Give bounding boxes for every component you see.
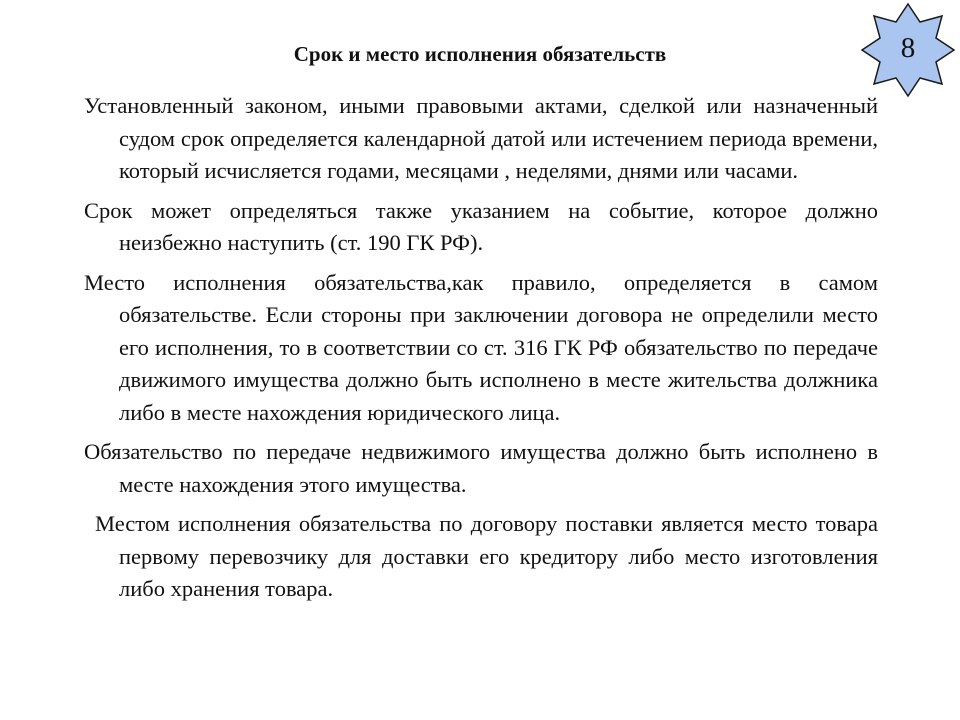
- page-number-badge: [860, 2, 956, 98]
- paragraph-deadline-definition: Установленный законом, иными правовыми актами, сделкой или назначенный судом срок определяется календарной датой или истечением периода времени, который исчисляется годами, месяцами , неделями, днями или часами.: [84, 93, 878, 183]
- slide-title: Срок и место исполнения обязательств: [293, 42, 667, 66]
- paragraph-place-immovable: Обязательство по передаче недвижимого имущества должно быть исполнено в месте нахождения этого имущества.: [84, 439, 878, 497]
- page-number: 8: [900, 32, 916, 64]
- paragraph-place-supply: Местом исполнения обязательства по договору поставки является место товара первому перевозчику для доставки его кредитору либо место изготовления либо хранения товара.: [95, 511, 878, 601]
- slide-body: [84, 90, 878, 613]
- paragraph-place-movable: Место исполнения обязательства,как правило, определяется в самом обязательстве. Если стороны при заключении договора не определили место его исполнения, то в соответствии со ст. 316 ГК РФ обязательство по передаче движимого имущества должно быть исполнено в месте жительства должника либо в месте нахождения юридического лица.: [84, 269, 878, 425]
- paragraph-deadline-event: Срок может определяться также указанием на событие, которое должно неизбежно наступить (ст. 190 ГК РФ).: [84, 197, 878, 255]
